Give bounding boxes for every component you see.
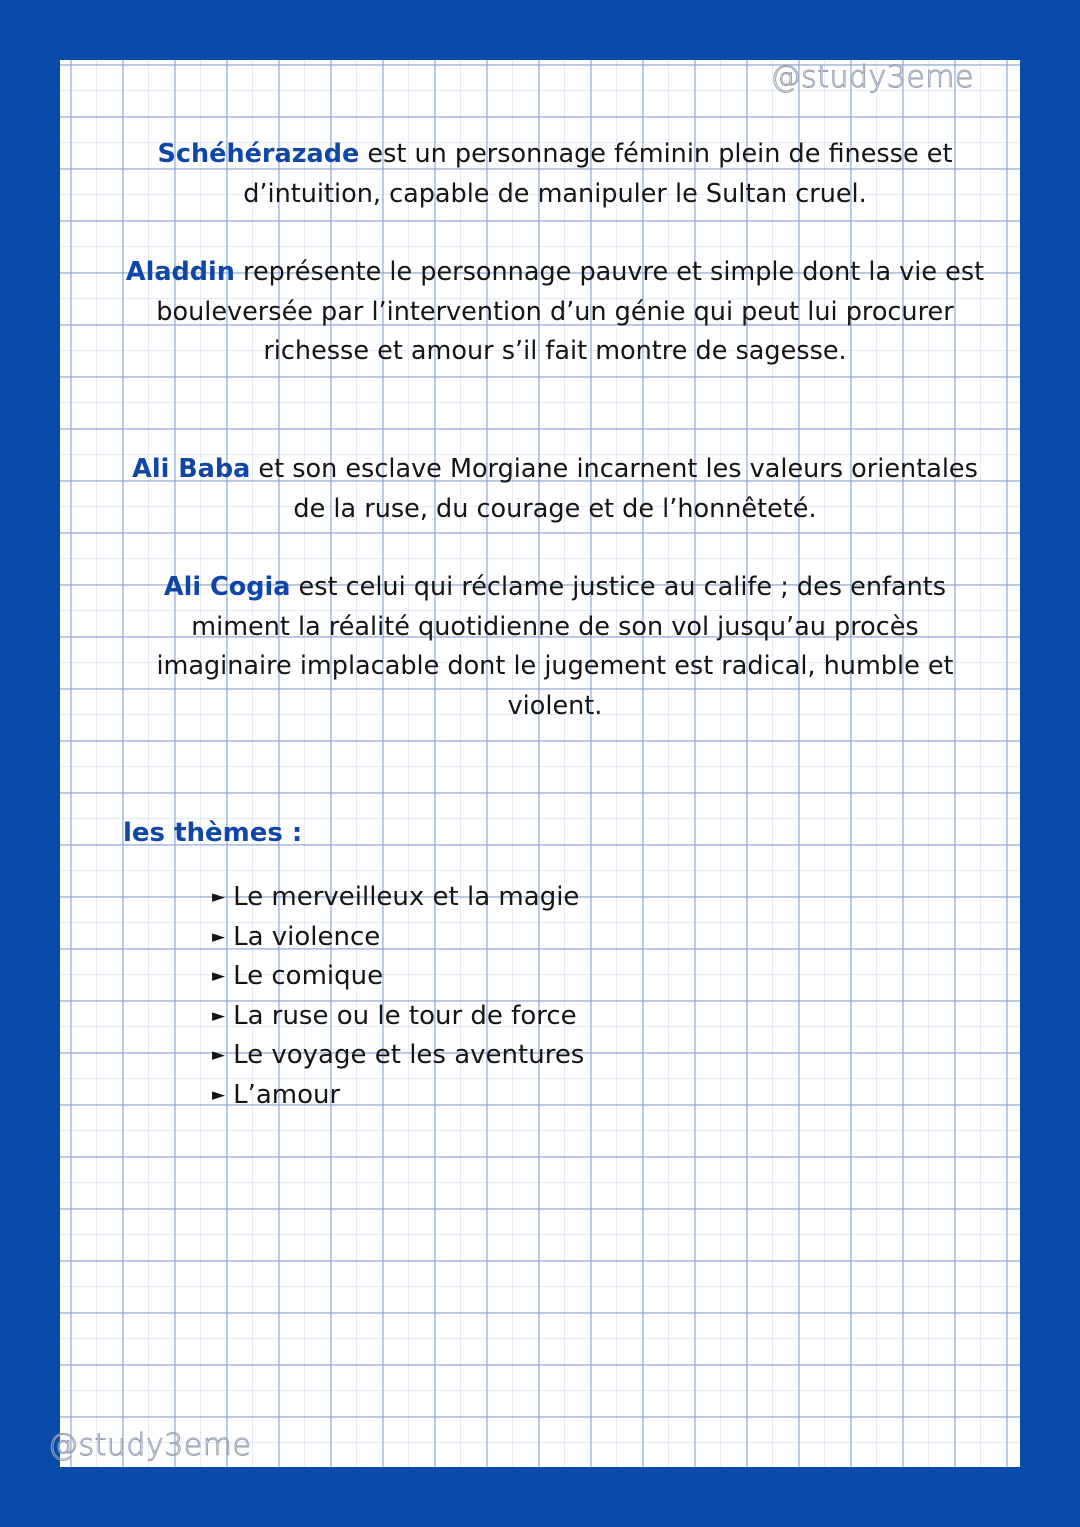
theme-label: Le merveilleux et la magie: [233, 882, 580, 912]
character-description: est celui qui réclame justice au calife ; des enfants miment la réalité quotidienne de son vol jusqu’au procès imaginaire implacable dont le jugement est radical, humble et violent.: [156, 572, 954, 721]
list-item: [212, 957, 584, 997]
character-name: Aladdin: [125, 257, 235, 287]
triangle-right-icon: ►: [212, 966, 226, 986]
paragraph-scheherazade: [120, 135, 990, 214]
character-description: représente le personnage pauvre et simple dont la vie est bouleversée par l’intervention d’un génie qui peut lui procurer richesse et amour s’il fait montre de sagesse.: [156, 257, 985, 366]
theme-label: Le comique: [233, 961, 384, 991]
theme-label: L’amour: [233, 1079, 341, 1110]
list-item: [212, 1076, 584, 1116]
list-item: [212, 1036, 584, 1076]
theme-label: La violence: [233, 921, 381, 952]
triangle-right-icon: ►: [212, 1045, 226, 1065]
character-description: et son esclave Morgiane incarnent les valeurs orientales de la ruse, du courage et de l’honnêteté.: [250, 454, 978, 524]
triangle-right-icon: ►: [212, 1005, 226, 1026]
character-name: Ali Cogia: [163, 572, 291, 602]
paragraph-aladdin: [120, 253, 990, 372]
theme-label: La ruse ou le tour de force: [233, 1000, 577, 1031]
watermark-top: @study3eme: [770, 60, 974, 95]
themes-heading: les thèmes :: [123, 818, 303, 848]
character-description: est un personnage féminin plein de finesse et d’intuition, capable de manipuler le Sultan cruel.: [243, 139, 953, 209]
paragraph-ali-baba: [120, 450, 990, 529]
list-item: [212, 918, 584, 958]
list-item: [212, 878, 584, 918]
character-name: Schéhérazade: [157, 139, 360, 169]
paragraph-ali-cogia: [120, 568, 990, 726]
triangle-right-icon: ►: [212, 1084, 226, 1105]
list-item: [212, 997, 584, 1037]
triangle-right-icon: ►: [212, 887, 226, 907]
themes-list: [212, 878, 584, 1115]
theme-label: Le voyage et les aventures: [233, 1040, 585, 1070]
triangle-right-icon: ►: [212, 926, 226, 947]
grid-paper-sheet: [48, 60, 1020, 1467]
character-name: Ali Baba: [132, 454, 251, 484]
watermark-bottom: @study3eme: [48, 1428, 252, 1463]
